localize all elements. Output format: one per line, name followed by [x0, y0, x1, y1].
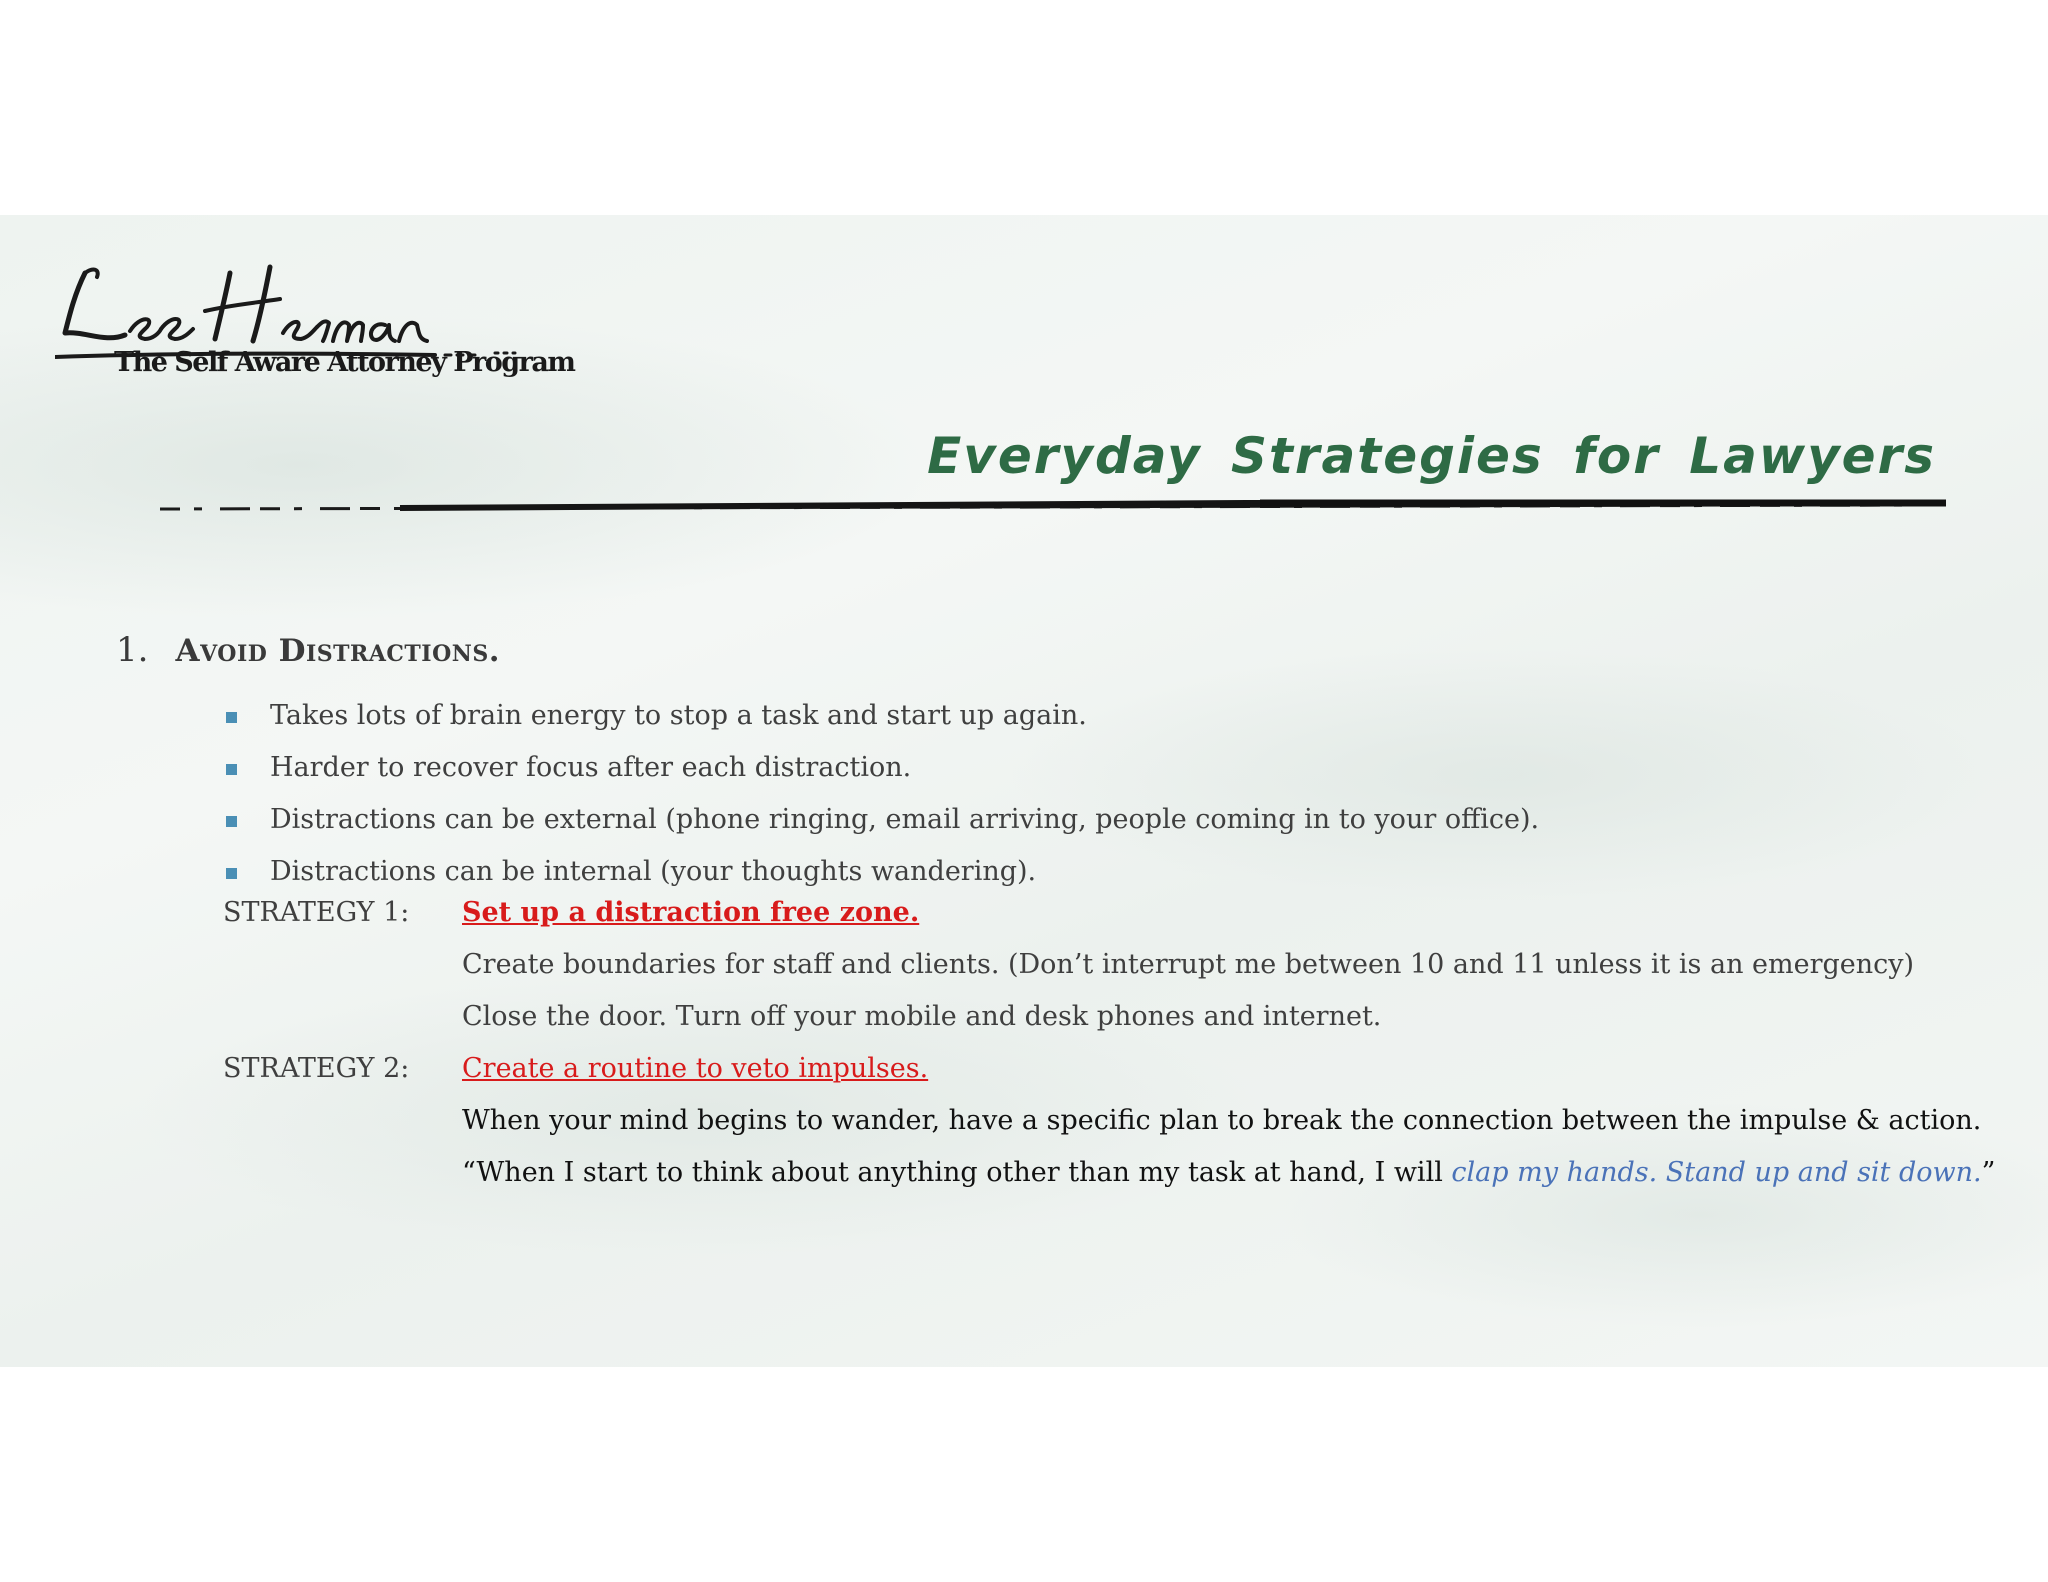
bullet-list [224, 690, 1539, 898]
square-bullet-icon [226, 764, 237, 775]
strategy-1-line-2: Close the door. Turn off your mobile and desk phones and internet. [462, 1001, 1382, 1032]
bullet-text: Distractions can be external (phone ringing, email arriving, people coming in to your office). [270, 804, 1540, 835]
square-bullet-icon [226, 868, 237, 879]
quote-start: “When I start to think about anything other than my task at hand, I will [462, 1157, 1452, 1188]
page-title: Everyday Strategies for Lawyers [927, 427, 1936, 485]
quote-end: ” [1981, 1157, 1996, 1188]
strategy-2-label: STRATEGY 2: [223, 1053, 410, 1084]
strategy-1-heading [462, 897, 919, 928]
strategy-1-line-1: Create boundaries for staff and clients. (Don’t interrupt me between 10 and 11 unless it is an emergency) [462, 949, 1915, 980]
square-bullet-icon [226, 712, 237, 723]
slide [0, 215, 2048, 1367]
logo-subtitle: The Self Aware Attorney Program [114, 347, 575, 378]
list-item [224, 690, 1539, 742]
strategy-2-quote [462, 1157, 1995, 1188]
bullet-text: Distractions can be internal (your thoughts wandering). [270, 856, 1037, 887]
strategy-2-line-1: When your mind begins to wander, have a specific plan to break the connection between the impulse & action. [462, 1105, 1982, 1136]
list-item [224, 742, 1539, 794]
strategy-1-heading-text: Set up a distraction free zone. [462, 897, 920, 928]
title-underline [160, 495, 1946, 519]
section-title: Avoid Distractions. [175, 633, 501, 669]
list-item [224, 794, 1539, 846]
strategy-1-label: STRATEGY 1: [223, 897, 410, 928]
section-heading [116, 630, 500, 670]
bullet-text: Harder to recover focus after each distraction. [270, 752, 912, 783]
strategy-2-heading-text: Create a routine to veto impulses. [462, 1053, 929, 1084]
section-number: 1. [116, 630, 149, 670]
list-item [224, 846, 1539, 898]
strategy-2-heading [462, 1053, 928, 1084]
quote-action: clap my hands. Stand up and sit down. [1451, 1157, 1982, 1188]
bullet-text: Takes lots of brain energy to stop a task and start up again. [270, 700, 1087, 731]
square-bullet-icon [226, 816, 237, 827]
